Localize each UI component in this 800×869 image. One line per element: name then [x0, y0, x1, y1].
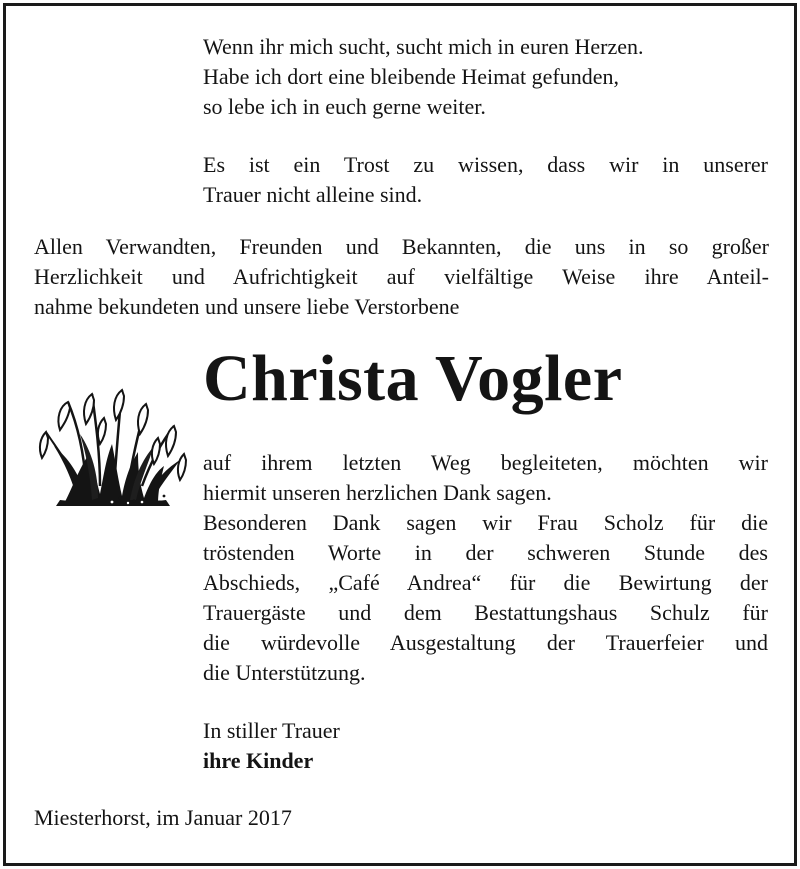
poem-stanza-2: [203, 150, 768, 210]
thanks-line: Besonderen Dank sagen wir Frau Scholz für die: [203, 510, 768, 535]
thanks-line: die Unterstützung.: [203, 660, 366, 685]
poem-line: Trauer nicht alleine sind.: [203, 182, 423, 207]
thanks-line: hiermit unseren herzlichen Dank sagen.: [203, 480, 552, 505]
intro-line: Allen Verwandten, Freunden und Bekannten, die uns in so großer: [34, 234, 769, 259]
thanks-line: tröstenden Worte in der schweren Stunde des: [203, 540, 768, 565]
place-date: Miesterhorst, im Januar 2017: [34, 805, 292, 830]
closing-line: In stiller Trauer: [203, 718, 340, 743]
poem-line: Es ist ein Trost zu wissen, dass wir in unserer: [203, 152, 768, 177]
intro-line: Herzlichkeit und Aufrichtigkeit auf vielfältige Weise ihre Anteil-: [34, 264, 769, 289]
obituary-card: [3, 3, 797, 866]
thanks-line: die würdevolle Ausgestaltung der Trauerfeier und: [203, 630, 768, 655]
thanks-line: Trauergäste und dem Bestattungshaus Schulz für: [203, 600, 768, 625]
poem-line: Wenn ihr mich sucht, sucht mich in euren Herzen.: [203, 34, 644, 59]
snowdrop-flowers-icon: [34, 374, 194, 509]
closing-block: [203, 716, 340, 776]
thanks-line: auf ihrem letzten Weg begleiteten, möchten wir: [203, 450, 768, 475]
signer: ihre Kinder: [203, 748, 314, 773]
poem-stanza-1: [203, 32, 768, 122]
deceased-name: Christa Vogler: [203, 342, 623, 415]
poem-line: so lebe ich in euch gerne weiter.: [203, 94, 486, 119]
intro-line: nahme bekundeten und unsere liebe Verstorbene: [34, 294, 460, 319]
poem-line: Habe ich dort eine bleibende Heimat gefunden,: [203, 64, 620, 89]
thanks-paragraph: [203, 448, 768, 688]
thanks-line: Abschieds, „Café Andrea“ für die Bewirtung der: [203, 570, 768, 595]
intro-paragraph: [34, 232, 769, 322]
